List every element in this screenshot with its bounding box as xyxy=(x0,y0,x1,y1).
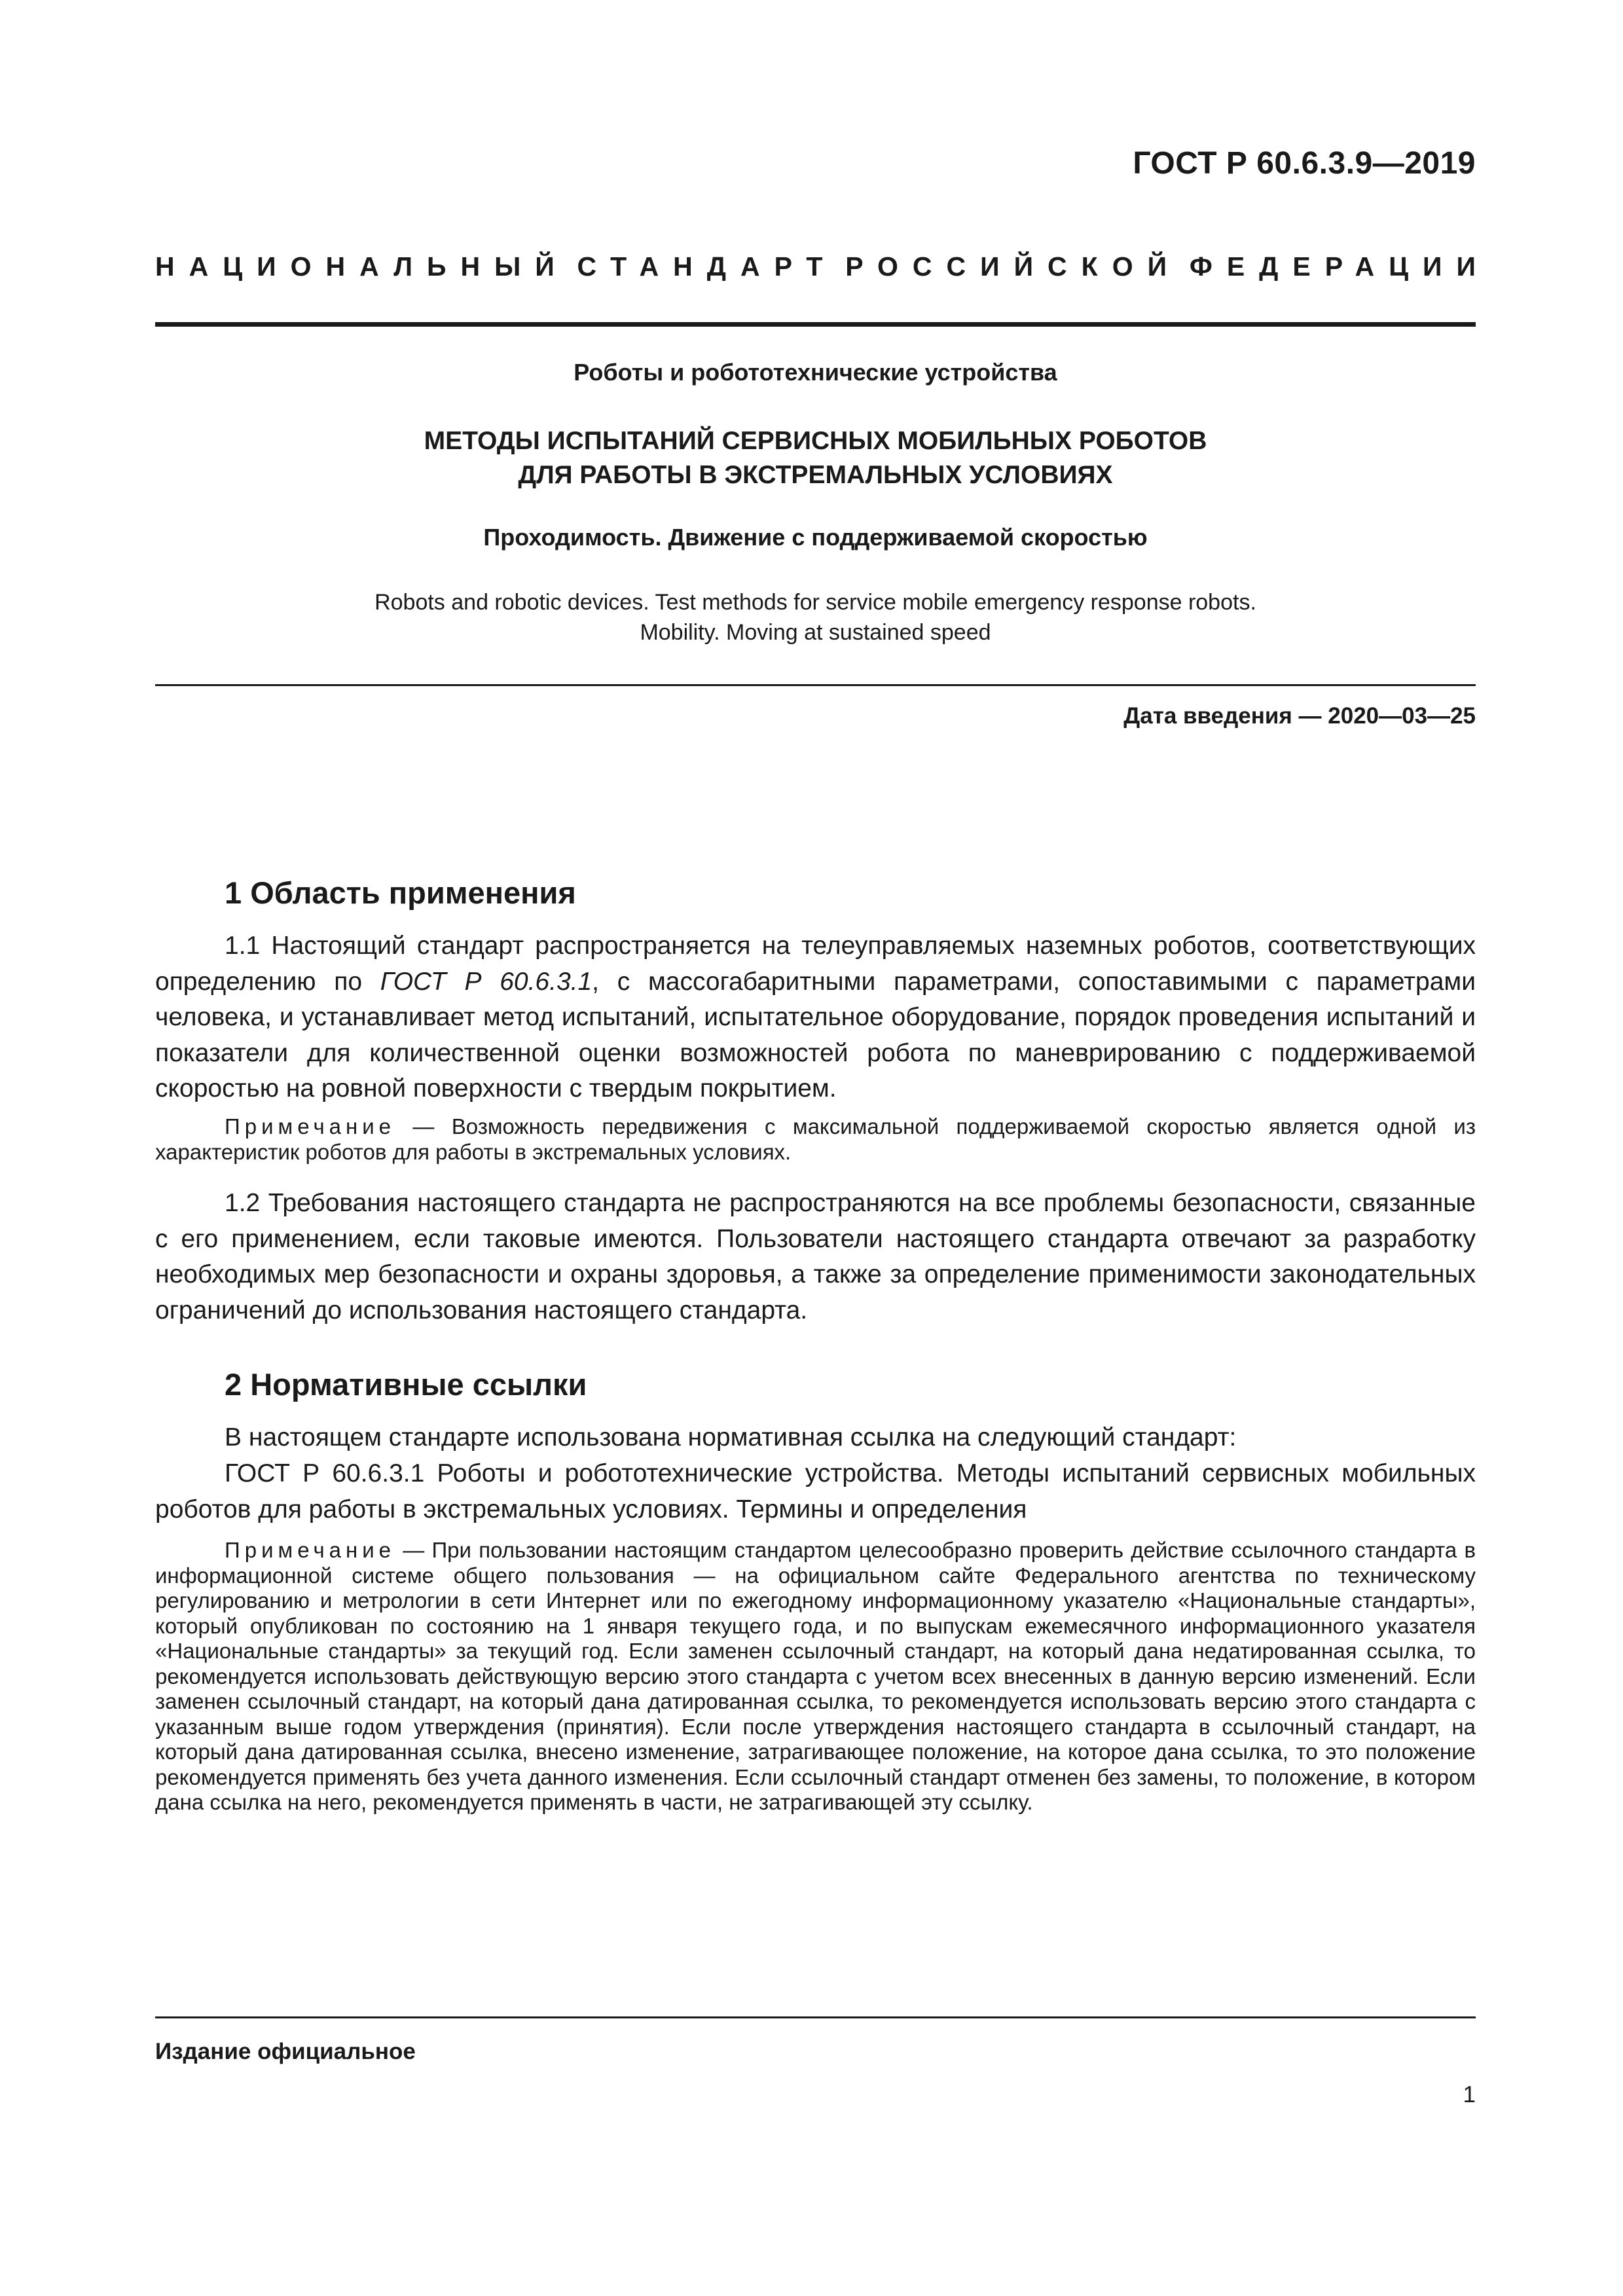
section-1-heading: 1 Область применения xyxy=(225,875,576,910)
edition-label: Издание официальное xyxy=(155,2039,416,2064)
title-line: ДЛЯ РАБОТЫ В ЭКСТРЕМАЛЬНЫХ УСЛОВИЯХ xyxy=(518,461,1113,489)
title-divider xyxy=(155,684,1476,686)
english-title xyxy=(155,587,1476,647)
note-label: Примечание xyxy=(225,1538,396,1562)
english-title-line: Mobility. Moving at sustained speed xyxy=(640,620,991,645)
subtitle: Роботы и робототехнические устройства xyxy=(574,359,1057,386)
note-label: Примечание xyxy=(225,1114,396,1139)
paragraph-1-1 xyxy=(155,928,1476,1107)
banner-word: РОССИЙСКОЙ xyxy=(845,251,1182,282)
note-text: — При пользовании настоящим стандартом целесообразно проверить действие ссылочного стандарта в информационной системе общего пользования — на официальном сайте Федерального агентства по техническому регулированию и метрологии в сети Интернет или по ежегодному информационному указателю «Национальные стандарты», который опубликован по состоянию на 1 января текущего года, и по выпускам ежемесячного информационного указателя «Национальные стандарты» за текущий год. Если заменен ссылочный стандарт, на который дана недатированная ссылка, то рекомендуется использовать действующую версию этого стандарта с учетом всех внесенных в данную версию изменений. Если заменен ссылочный стандарт, на который дана датированная ссылка, то рекомендуется использовать версию этого стандарта с указанным выше годом утверждения (принятия). Если после утверждения настоящего стандарта в ссылочный стандарт, на который дана датированная ссылка, внесено изменение, затрагивающее положение, на которое дана ссылка, то это положение рекомендуется применять без учета данного изменения. Если ссылочный стандарт отменен без замены, то положение, в котором дана ссылка на него, рекомендуется применять в части, не затрагивающей эту ссылку. xyxy=(155,1538,1476,1814)
footer-divider xyxy=(155,2016,1476,2018)
paragraph-text: , с массогабаритными параметрами, сопоставимыми с параметрами человека, и устанавливает метод испытаний, испытательное оборудование, порядок проведения испытаний и показатели для количественной оценки возможностей робота по маневрированию с поддерживаемой скоростью на ровной поверхности с твердым покрытием. xyxy=(155,967,1476,1102)
banner-word: НАЦИОНАЛЬНЫЙ xyxy=(155,251,569,282)
note-2 xyxy=(155,1538,1476,1815)
paragraph-text: 1.1 Настоящий стандарт распространяется на телеуправляемых наземных роботов, соответствующих определению по xyxy=(155,932,1476,996)
document-code: ГОСТ Р 60.6.3.9—2019 xyxy=(1133,146,1476,181)
header-divider xyxy=(155,322,1476,327)
page-number: 1 xyxy=(1463,2082,1476,2107)
paragraph-1-2: 1.2 Требования настоящего стандарта не распространяются на все проблемы безопасности, связанные с его применением, если таковые имеются. Пользователи настоящего стандарта отвечают за разработку необходимых мер безопасности и охраны здоровья, а также за определение применимости законодательных ограничений до использования настоящего стандарта. xyxy=(155,1189,1476,1324)
paragraph-2-intro: В настоящем стандарте использована нормативная ссылка на следующий стандарт: xyxy=(225,1423,1237,1451)
section-2-heading: 2 Нормативные ссылки xyxy=(225,1367,587,1402)
note-1 xyxy=(155,1114,1476,1165)
reference-link: ГОСТ Р 60.6.3.1 xyxy=(380,967,593,996)
title-line: МЕТОДЫ ИСПЫТАНИЙ СЕРВИСНЫХ МОБИЛЬНЫХ РОБОТОВ xyxy=(424,427,1207,455)
english-title-line: Robots and robotic devices. Test methods for service mobile emergency response robots. xyxy=(374,590,1256,615)
banner-word: СТАНДАРТ xyxy=(577,251,837,282)
introduction-date: Дата введения — 2020—03—25 xyxy=(1123,703,1476,729)
document-title xyxy=(155,424,1476,492)
national-standard-banner xyxy=(155,251,1490,282)
document-subtitle: Проходимость. Движение с поддерживаемой скоростью xyxy=(483,524,1148,551)
paragraph-2-reference: ГОСТ Р 60.6.3.1 Роботы и робототехнические устройства. Методы испытаний сервисных мобильных роботов для работы в экстремальных условиях. Термины и определения xyxy=(155,1459,1476,1523)
banner-word: ФЕДЕРАЦИИ xyxy=(1189,251,1490,282)
note-text: — Возможность передвижения с максимальной поддерживаемой скоростью является одной из характеристик роботов для работы в экстремальных условиях. xyxy=(155,1114,1476,1164)
